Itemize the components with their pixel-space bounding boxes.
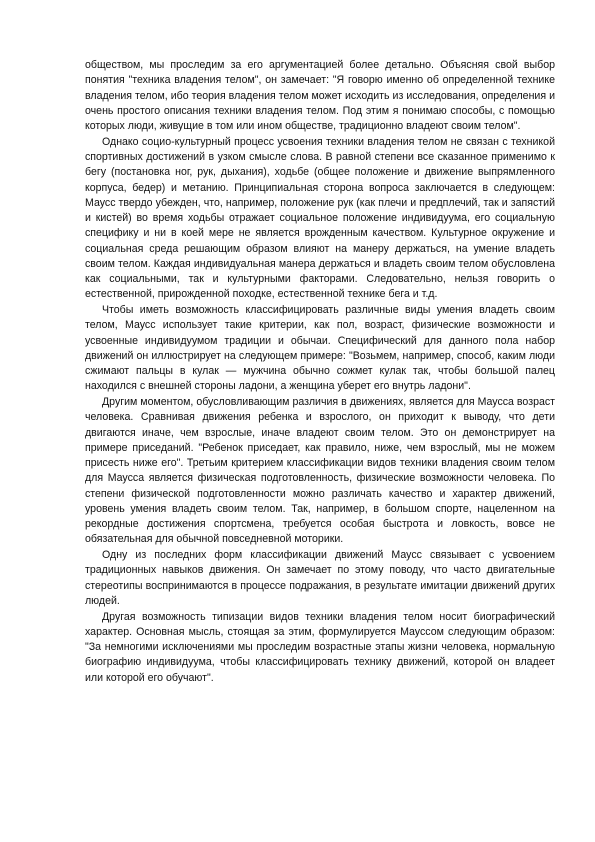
paragraph-3: Чтобы иметь возможность классифицировать различные виды умения владеть своим телом, Маусс использует такие критерии, как пол, возраст, физические возможности и усвоенные индивидуумом традиции и обычаи. Специфический для данного пола набор движений он иллюстрирует на следующем примере: "Возьмем, например, способ, каким люди сжимают пальцы в кулак — мужчина обычно сожмет кулак так, чтобы большой палец находился с внешней стороны ладони, а женщина уберет его внутрь ладони". bbox=[85, 304, 555, 393]
paragraph-6: Другая возможность типизации видов техники владения телом носит биографический характер. Основная мысль, стоящая за этим, формулируется Мауссом следующим образом: "За немногими исключениями мы проследим возрастные этапы жизни человека, нормальную биографию индивидуума, чтобы классифицировать технику движений, которой он владеет или которой его обучают". bbox=[85, 610, 555, 684]
paragraph-4: Другим моментом, обусловливающим различия в движениях, является для Маусса возраст человека. Сравнивая движения ребенка и взрослого, он приходит к выводу, что дети двигаются иначе, чем взрослые, иначе владеют своим телом. Это он демонстрирует на примере приседаний. "Ребенок приседает, как правило, ниже, чем взрослый, мы не можем присесть ниже его". Третьим критерием классификации видов техники владения своим телом для Маусса является физическая подготовленность, физические возможности человека. По степени физической подготовленности можно различать качество и характер движений, уровень умения владеть своим телом. Так, например, в большом спорте, нацеленном на рекордные достижения спортсмена, требуется особая быстрота и ловкость, вовсе не обязательная для обычной повседневной моторики. bbox=[85, 396, 555, 546]
document-page bbox=[85, 58, 555, 686]
paragraph-2: Однако социо-культурный процесс усвоения техники владения телом не связан с техникой спортивных достижений в узком смысле слова. В равной степени все сказанное применимо к бегу (постановка ног, рук, дыхания), ходьбе (общее положение и движение выпрямленного корпуса, бедер) и метанию. Принципиальная сторона вопроса заключается в следующем: Маусс твердо убежден, что, например, положение рук (как плечи и предплечий, так и запястий и кистей) во время ходьбы отражает социальное положение индивидуума, его социальную специфику и ни в коей мере не является врожденным качеством. Культурное окружение и социальная среда решающим образом влияют на манеру держаться, на умение владеть своим телом. Каждая индивидуальная манера держаться и владеть своим телом обусловлена как социальными, так и культурными факторами. Следовательно, нельзя говорить о естественной, прирожденной походке, естественной технике бега и т.д. bbox=[85, 135, 555, 301]
paragraph-1: обществом, мы проследим за его аргументацией более детально. Объясняя свой выбор понятия "техника владения телом", он замечает: "Я говорю именно об определенной технике владения телом, ибо теория владения телом может исходить из исследования, определения и очень простого описания техники владения телом. Под этим я понимаю способы, с помощью которых люди, живущие в том или ином обществе, традиционно владеют своим телом". bbox=[85, 59, 555, 132]
paragraph-5: Одну из последних форм классификации движений Маусс связывает с усвоением традиционных навыков движения. Он замечает по этому поводу, что часто двигательные стереотипы воспринимаются в процессе подражания, в результате имитации движений других людей. bbox=[85, 549, 555, 607]
